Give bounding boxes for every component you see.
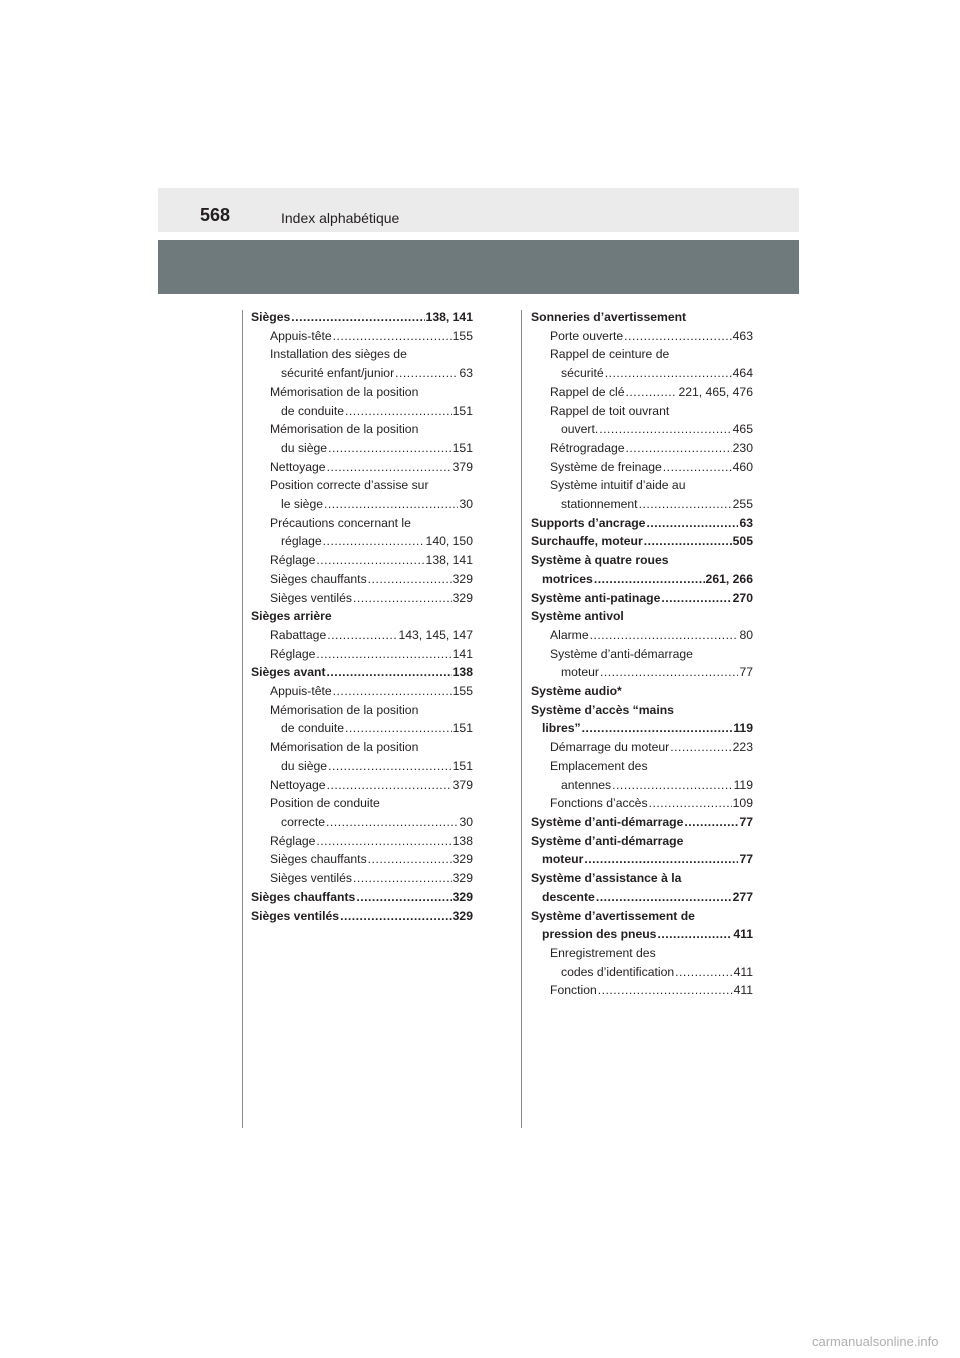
index-entry [251, 570, 473, 589]
dot-leader [323, 532, 425, 551]
dot-leader [590, 626, 739, 645]
index-term: stationnement [561, 497, 638, 512]
index-entry [531, 981, 753, 1000]
dot-leader [624, 327, 731, 346]
index-term: Position correcte d’assise sur [270, 478, 429, 493]
page-reference[interactable]: 119 [733, 721, 753, 736]
page-reference[interactable]: 277 [732, 889, 753, 904]
dot-leader [639, 495, 732, 514]
index-entry [531, 738, 753, 757]
dot-leader [598, 981, 733, 1000]
dot-leader [626, 439, 732, 458]
index-entry [531, 869, 753, 888]
index-entry [251, 888, 473, 907]
page-reference[interactable]: 223 [732, 740, 753, 755]
index-entry [531, 925, 753, 944]
page-reference[interactable]: 109 [732, 796, 753, 811]
page-reference[interactable]: 151 [452, 440, 473, 455]
index-term: Sièges avant [251, 665, 326, 680]
index-term: Rétrogradage [550, 440, 625, 455]
dot-leader [649, 794, 732, 813]
index-entry [531, 476, 753, 495]
index-entry [531, 458, 753, 477]
section-title: Index alphabétique [281, 210, 400, 226]
index-term: Supports d’ancrage [531, 515, 646, 530]
index-term: Sièges ventilés [251, 908, 340, 923]
dot-leader [327, 663, 452, 682]
header-band [158, 240, 799, 294]
index-term: le siège [281, 497, 324, 512]
index-term: Porte ouverte [550, 328, 624, 343]
page-reference[interactable]: 151 [452, 721, 473, 736]
index-entry [531, 420, 753, 439]
index-entry [251, 476, 473, 495]
page-reference[interactable]: 138 [452, 665, 473, 680]
page-reference[interactable]: 63 [739, 515, 753, 530]
page-reference[interactable]: 379 [452, 777, 473, 792]
index-term: Surchauffe, moteur [531, 534, 643, 549]
index-entry [251, 439, 473, 458]
index-term: Mémorisation de la position [270, 422, 419, 437]
index-entry [531, 963, 753, 982]
index-term: sécurité [561, 366, 604, 381]
dot-leader [328, 439, 452, 458]
index-entry [251, 495, 473, 514]
page-reference[interactable]: 329 [452, 590, 473, 605]
index-term: Réglage [270, 646, 316, 661]
index-entry [251, 738, 473, 757]
index-term: Fonctions d’accès [550, 796, 648, 811]
watermark: carmanualsonline.info [812, 1334, 939, 1349]
index-entry [531, 439, 753, 458]
index-term: Rappel de ceinture de [550, 347, 670, 362]
column-divider-left [242, 310, 243, 1128]
index-column-right [531, 308, 753, 1000]
dot-leader [345, 719, 452, 738]
dot-leader [684, 813, 738, 832]
dot-leader [582, 719, 733, 738]
index-entry [251, 813, 473, 832]
dot-leader [327, 458, 452, 477]
dot-leader [368, 570, 452, 589]
column-divider-right [521, 310, 522, 1128]
page-reference[interactable]: 140, 150 [425, 534, 473, 549]
page-reference[interactable]: 329 [452, 571, 473, 586]
index-term: motrices [542, 571, 593, 586]
dot-leader [328, 757, 452, 776]
index-term: Réglage [270, 833, 316, 848]
dot-leader [340, 907, 452, 926]
index-term: Mémorisation de la position [270, 702, 419, 717]
dot-leader [644, 532, 732, 551]
index-entry [531, 719, 753, 738]
index-term: Sonneries d’avertissement [531, 310, 687, 324]
index-entry [531, 850, 753, 869]
dot-leader [663, 458, 732, 477]
page-reference[interactable]: 30 [459, 814, 473, 829]
index-entry [531, 944, 753, 963]
page-reference[interactable]: 141 [452, 646, 473, 661]
page-reference[interactable]: 221, 465, 476 [678, 384, 753, 399]
index-entry [531, 832, 753, 851]
index-entry [531, 383, 753, 402]
index-term: Précautions concernant le [270, 515, 411, 530]
index-term: Système intuitif d’aide au [550, 478, 686, 493]
index-entry [531, 813, 753, 832]
index-entry [531, 776, 753, 795]
index-term: du siège [281, 758, 328, 773]
index-term: Rabattage [270, 627, 327, 642]
index-entry [531, 589, 753, 608]
index-entry [531, 645, 753, 664]
page-reference[interactable]: 151 [452, 758, 473, 773]
index-entry [251, 701, 473, 720]
page-reference[interactable]: 329 [452, 908, 473, 923]
index-term: moteur [542, 852, 584, 867]
index-entry [251, 663, 473, 682]
page-reference[interactable]: 329 [452, 852, 473, 867]
dot-leader [353, 589, 452, 608]
dot-leader [584, 850, 738, 869]
page-reference[interactable]: 77 [739, 665, 753, 680]
index-term: Système d’anti-démarrage [531, 833, 684, 848]
index-entry [531, 345, 753, 364]
index-entry [251, 776, 473, 795]
index-term: antennes [561, 777, 612, 792]
page-reference[interactable]: 230 [732, 440, 753, 455]
index-term: moteur [561, 665, 599, 680]
index-entry [251, 607, 473, 626]
index-entry [251, 383, 473, 402]
dot-leader [657, 925, 732, 944]
index-entry [251, 327, 473, 346]
index-entry [251, 532, 473, 551]
index-entry [251, 420, 473, 439]
page-reference[interactable]: 379 [452, 459, 473, 474]
dot-leader [353, 869, 452, 888]
dot-leader [345, 402, 452, 421]
index-entry [531, 514, 753, 533]
page-reference[interactable]: 255 [732, 497, 753, 512]
index-term: de conduite [281, 721, 345, 736]
index-term: Installation des sièges de [270, 347, 407, 362]
dot-leader [333, 327, 452, 346]
dot-leader [316, 645, 451, 664]
index-entry [251, 682, 473, 701]
page-reference[interactable]: 77 [739, 814, 753, 829]
index-term: Sièges chauffants [270, 852, 367, 867]
index-entry [251, 345, 473, 364]
index-entry [251, 551, 473, 570]
index-term: Emplacement des [550, 758, 648, 773]
index-term: Démarrage du moteur [550, 740, 670, 755]
index-entry [531, 794, 753, 813]
dot-leader [594, 570, 705, 589]
index-term: Système d’assistance à la [531, 871, 682, 886]
index-term: Système d’avertissement de [531, 908, 695, 923]
index-entry [251, 907, 473, 926]
header-bar [158, 188, 799, 232]
dot-leader [324, 495, 458, 514]
index-entry [251, 364, 473, 383]
index-entry [251, 402, 473, 421]
index-entry [251, 719, 473, 738]
index-term: Rappel de clé [550, 384, 625, 399]
dot-leader [670, 738, 731, 757]
index-term: Système à quatre roues [531, 553, 669, 568]
page-reference[interactable]: 464 [732, 366, 753, 381]
page-reference[interactable]: 463 [732, 328, 753, 343]
index-term: Système d’anti-démarrage [550, 646, 693, 661]
page-reference[interactable]: 329 [452, 871, 473, 886]
index-term: Position de conduite [270, 796, 380, 811]
index-entry [251, 794, 473, 813]
page-reference[interactable]: 329 [452, 889, 473, 904]
index-entry [251, 645, 473, 664]
index-entry [531, 626, 753, 645]
dot-leader [600, 663, 739, 682]
index-entry [531, 888, 753, 907]
dot-leader [291, 308, 424, 327]
dot-leader [333, 682, 452, 701]
dot-leader [599, 420, 731, 439]
dot-leader [395, 364, 458, 383]
index-term: Système d’anti-démarrage [531, 814, 684, 829]
index-term: Sièges arrière [251, 609, 332, 624]
index-term: Nettoyage [270, 459, 326, 474]
index-term: de conduite [281, 403, 345, 418]
index-entry [251, 757, 473, 776]
dot-leader [368, 850, 452, 869]
index-term: libres” [542, 721, 581, 736]
dot-leader [646, 514, 738, 533]
index-term: Mémorisation de la position [270, 740, 419, 755]
index-entry [531, 364, 753, 383]
index-term: Système de freinage [550, 459, 662, 474]
index-term: Système antivol [531, 609, 624, 624]
index-term: Rappel de toit ouvrant [550, 403, 670, 418]
page-reference[interactable]: 261, 266 [705, 571, 753, 586]
page-reference[interactable]: 411 [733, 927, 753, 942]
index-term: descente [542, 889, 595, 904]
page-reference[interactable]: 155 [452, 684, 473, 699]
page-reference[interactable]: 155 [452, 328, 473, 343]
index-term: Appuis-tête [270, 328, 332, 343]
index-term: Appuis-tête [270, 684, 332, 699]
page-reference[interactable]: 151 [452, 403, 473, 418]
page-reference[interactable]: 119 [733, 777, 753, 792]
dot-leader [661, 589, 731, 608]
index-entry [251, 589, 473, 608]
index-term: du siège [281, 440, 328, 455]
page-reference[interactable]: 30 [459, 497, 473, 512]
page-reference[interactable]: 505 [732, 534, 753, 549]
page-reference[interactable]: 411 [733, 983, 753, 998]
page-reference[interactable]: 138, 141 [425, 310, 473, 324]
index-entry [531, 308, 753, 327]
dot-leader [316, 832, 451, 851]
page-reference[interactable]: 270 [732, 590, 753, 605]
index-entry [251, 308, 473, 327]
page-reference[interactable]: 77 [739, 852, 753, 867]
dot-leader [327, 776, 452, 795]
index-term: Sièges chauffants [251, 889, 356, 904]
index-term: Système audio* [531, 684, 622, 699]
index-entry [251, 458, 473, 477]
dot-leader [612, 776, 732, 795]
index-term: Sièges [251, 310, 291, 324]
index-term: Système anti-patinage [531, 590, 661, 605]
page-reference[interactable]: 465 [732, 422, 753, 437]
index-entry [531, 907, 753, 926]
page-reference[interactable]: 138 [452, 833, 473, 848]
index-entry [531, 402, 753, 421]
page-reference[interactable]: 80 [739, 627, 753, 642]
page-reference[interactable]: 63 [459, 366, 473, 381]
index-term: Alarme [550, 627, 589, 642]
index-term: Nettoyage [270, 777, 326, 792]
index-entry [251, 832, 473, 851]
dot-leader [316, 551, 424, 570]
index-term: codes d’identification [561, 964, 675, 979]
page-reference[interactable]: 143, 145, 147 [398, 627, 473, 642]
index-term: pression des pneus [542, 927, 657, 942]
index-entry [531, 757, 753, 776]
index-term: Sièges ventilés [270, 871, 352, 886]
index-entry [531, 532, 753, 551]
dot-leader [356, 888, 451, 907]
dot-leader [675, 963, 732, 982]
index-entry [531, 551, 753, 570]
dot-leader [596, 888, 732, 907]
index-entry [531, 682, 753, 701]
index-column-left [251, 308, 473, 925]
index-entry [531, 607, 753, 626]
index-entry [251, 514, 473, 533]
index-term: Réglage [270, 553, 316, 568]
page-reference[interactable]: 411 [733, 964, 753, 979]
index-entry [251, 850, 473, 869]
index-entry [531, 701, 753, 720]
dot-leader [326, 813, 458, 832]
index-term: ouvert. [561, 422, 599, 437]
index-entry [251, 869, 473, 888]
index-term: correcte [281, 814, 326, 829]
dot-leader [626, 383, 678, 402]
index-term: Sièges ventilés [270, 590, 352, 605]
index-term: Mémorisation de la position [270, 384, 419, 399]
page-reference[interactable]: 138, 141 [425, 553, 473, 568]
index-term: Enregistrement des [550, 945, 656, 960]
dot-leader [605, 364, 732, 383]
index-term: sécurité enfant/junior [281, 366, 395, 381]
index-entry [531, 570, 753, 589]
page-reference[interactable]: 460 [732, 459, 753, 474]
index-entry [531, 327, 753, 346]
index-entry [531, 495, 753, 514]
index-term: Système d’accès “mains [531, 702, 674, 717]
index-term: Sièges chauffants [270, 571, 367, 586]
page-number: 568 [200, 205, 231, 225]
dot-leader [327, 626, 397, 645]
index-entry [251, 626, 473, 645]
index-entry [531, 663, 753, 682]
index-term: Fonction [550, 983, 597, 998]
index-term: réglage [281, 534, 322, 549]
